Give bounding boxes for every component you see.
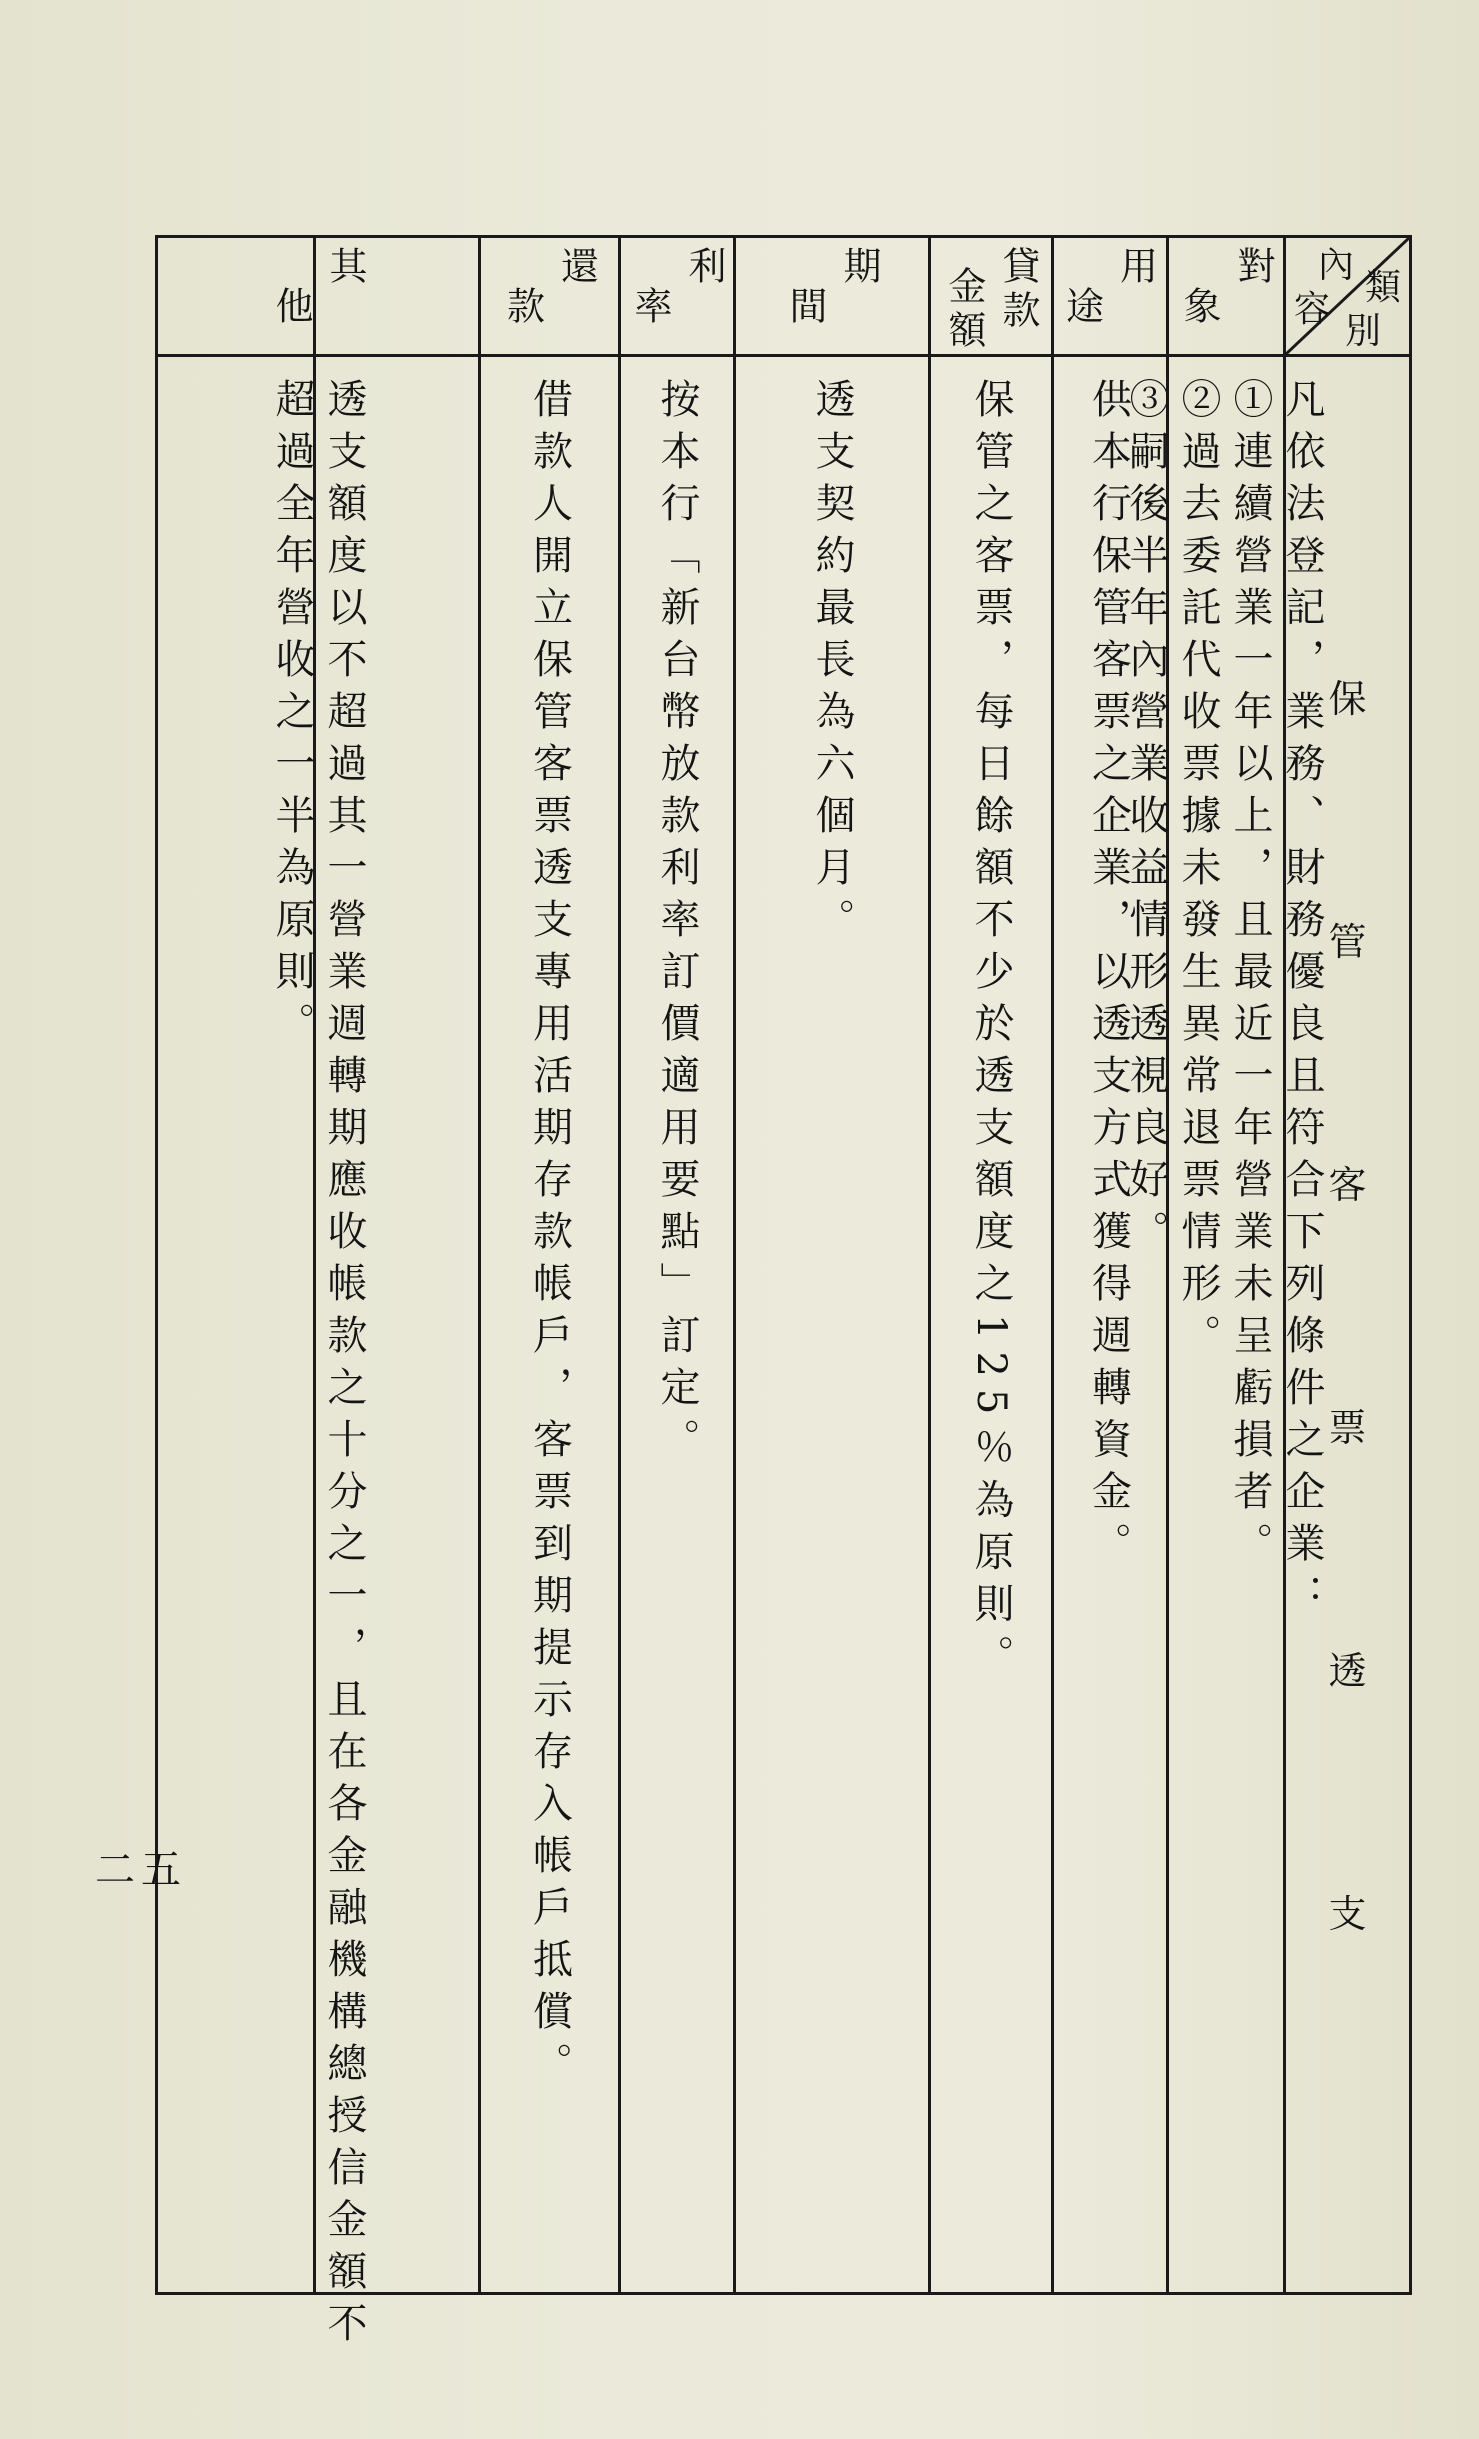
title-char: 票 [1328, 1406, 1367, 1450]
text-line: 凡依法登記，業務、財務優良且符合下列條件之企業： [1279, 378, 1325, 1626]
column-header: 用 途 [1059, 246, 1158, 330]
column-header: 貸款 金額 [942, 246, 1040, 354]
loan-terms-table [155, 235, 1412, 2354]
cell-text [736, 378, 928, 2262]
text-line: ②過去委託代收票據未發生異常退票情形。 [1175, 378, 1221, 1366]
title-char: 保 [1328, 677, 1367, 721]
cell-text [931, 378, 1051, 2262]
column-repayment [481, 238, 618, 2292]
text-line: 供本行保管客票之企業，以透支方式獲得週轉資金。 [1085, 378, 1132, 1574]
cell-text [481, 378, 618, 2262]
content-label: 內 容 [1294, 245, 1355, 330]
page-number: 二五 [95, 1847, 187, 1893]
cell-text [1123, 378, 1325, 2262]
text-line: 超過全年營收之一半為原則。 [269, 378, 315, 1054]
category-header-cell [1286, 238, 1409, 354]
cell-text [1051, 378, 1166, 2262]
column-usage-body [1051, 238, 1166, 2292]
column-header: 對 象 [1177, 246, 1275, 330]
cell-text [158, 378, 478, 2354]
cell-text [621, 378, 733, 2262]
column-period [736, 238, 928, 2292]
text-line: 保管之客票，每日餘額不少於透支額度之125％為原則。 [968, 378, 1014, 1687]
category-label: 類 別 [1344, 267, 1401, 352]
text-line: 借款人開立保管客票透支專用活期存款帳戶，客票到期提示存入帳戶抵償。 [526, 378, 573, 2094]
text-line: 按本行「新台幣放款利率訂價適用要點」訂定。 [654, 378, 700, 1470]
title-char: 透 [1328, 1649, 1367, 1693]
title-char: 支 [1328, 1892, 1367, 1936]
text-line: 透支契約最長為六個月。 [809, 378, 855, 950]
column-other [158, 238, 478, 2354]
title-char: 管 [1328, 920, 1367, 964]
column-header: 還 款 [500, 246, 599, 330]
text-line: ①連續營業一年以上，且最近一年營業未呈虧損者。 [1227, 378, 1273, 1574]
column-rate [621, 238, 733, 2292]
title-char: 客 [1328, 1163, 1367, 1207]
divider [313, 238, 316, 2292]
text-line: 透支額度以不超過其一營業週轉期應收帳款之十分之一，且在各金融機構總授信金額不 [321, 378, 367, 2354]
column-amount-body [931, 238, 1051, 2292]
column-header: 利 率 [628, 246, 726, 330]
column-header: 其 他 [269, 246, 367, 330]
text-line: ③嗣後半年內營業收益情形透視良好。 [1123, 378, 1169, 1262]
column-header: 期 間 [783, 246, 881, 330]
